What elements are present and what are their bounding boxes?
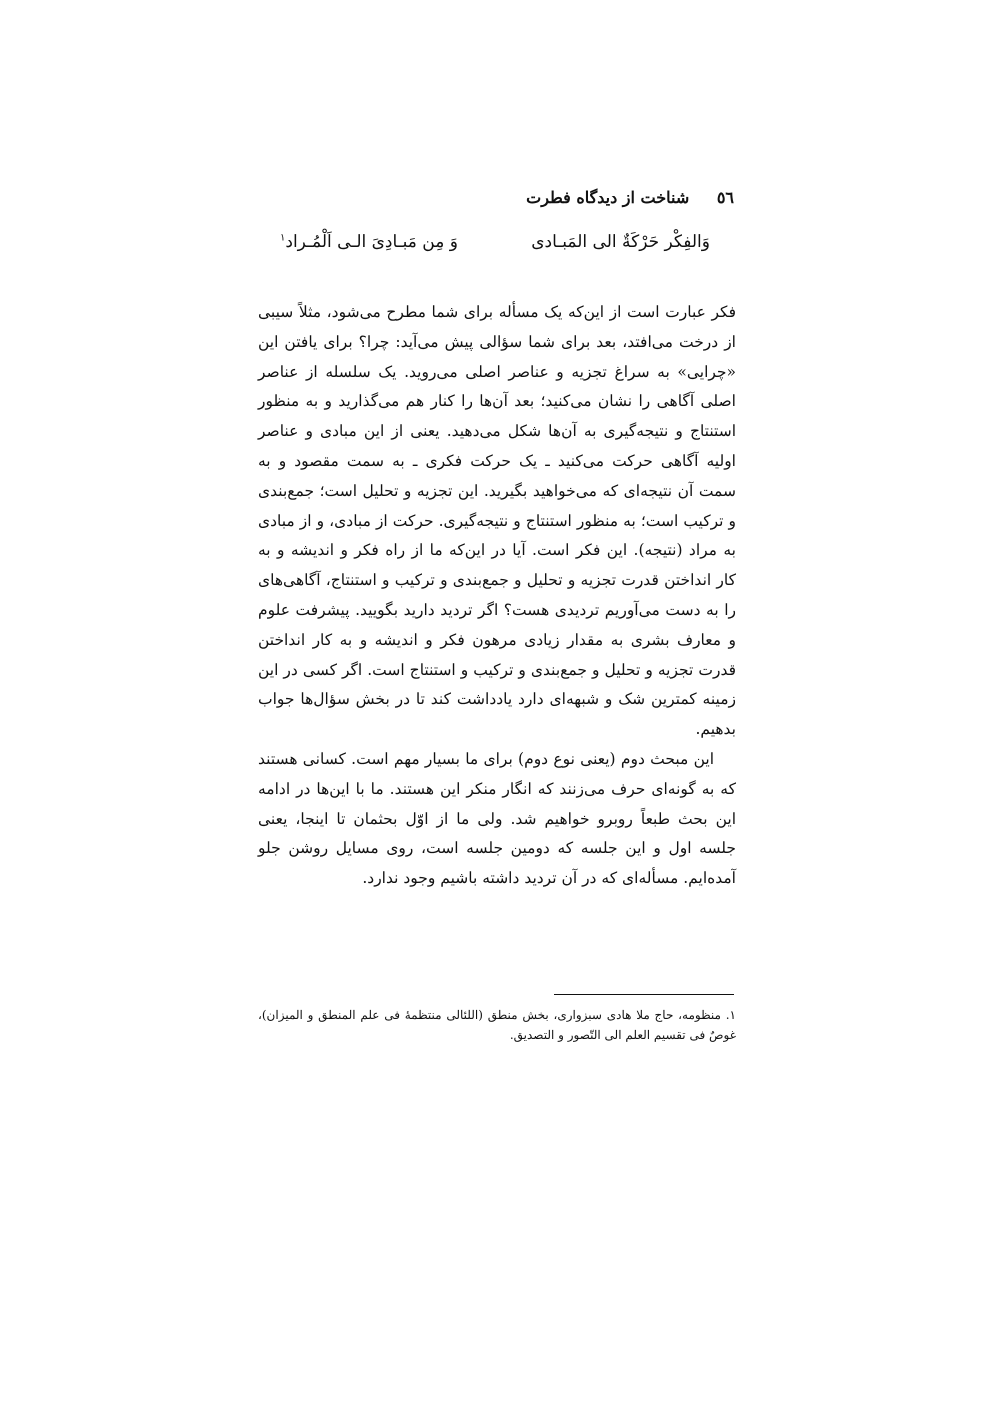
running-header (526, 188, 734, 207)
body-text (258, 298, 736, 894)
footnote: ۱. منظومه، حاج ملا هادی سبزواری، بخش منطق (اللئالی منتظمهٔ فی علم المنطق و المیزان)، غوصٌ فی تقسیم العلم الی التّصور و التصدیق. (258, 1008, 736, 1042)
hemistich-second-text: وَ مِن مَبـادِیَ الـی اَلْمُـراد (285, 232, 458, 252)
page-number: ٥٦ (716, 188, 734, 207)
poem-verse (280, 232, 710, 268)
paragraph-2: این مبحث دوم (یعنی نوع دوم) برای ما بسیار مهم است. کسانی هستند که به گونه‌ای حرف می‌زنند که انگار منکر این هستند. ما با این‌ها در ادامه این بحث طبعاً روبرو خواهیم شد. ولی ما از اوّل بحثمان تا اینجا، یعنی جلسه اول و این جلسه که دومین جلسه است، روی مسایل روشن جلو آمده‌ایم. مسأله‌ای که در آن تردید داشته باشیم وجود ندارد. (258, 749, 736, 888)
hemistich-first-text: وَالفِکْر حَرْکَةٌ الی المَبـادی (531, 232, 710, 252)
chapter-title: شناخت از دیدگاه فطرت (526, 188, 690, 207)
poem-hemistich-second (280, 232, 458, 252)
paragraph-1: فکر عبارت است از این‌که یک مسأله برای شما مطرح می‌شود، مثلاً سیبی از درخت می‌افتد، بعد برای شما سؤالی پیش می‌آید: چرا؟ برای یافتن این «چرایی» به سراغ تجزیه و عناصر اصلی می‌روید. یک سلسله از عناصر اصلی آگاهی را نشان می‌کنید؛ بعد آن‌ها را کنار هم می‌گذارید و به منظور استنتاج و نتیجه‌گیری به آن‌ها شکل می‌دهید. یعنی از این مبادی و عناصر اولیه آگاهی حرکت می‌کنید ـ یک حرکت فکری ـ به سمت مقصود و به سمت آن نتیجه‌ای که می‌خواهید بگیرید. این تجزیه و تحلیل است؛ جمع‌بندی و ترکیب است؛ به منظور استنتاج و نتیجه‌گیری. حرکت از مبادی، و از مبادی به مراد (نتیجه). این فکر است. آیا در این‌که ما از راه فکر و اندیشه و به کار انداختن قدرت تجزیه و تحلیل و جمع‌بندی و ترکیب و استنتاج، آگاهی‌های را به دست می‌آوریم تردیدی هست؟ اگر تردید دارید بگویید. پیشرفت علوم و معارف بشری به مقدار زیادی مرهون فکر و اندیشه و به کار انداختن قدرت تجزیه و تحلیل و جمع‌بندی و ترکیب و استنتاج است. اگر کسی در این زمینه کمترین شک و شبهه‌ای دارد یادداشت کند تا در بخش سؤال‌ها جواب بدهیم. (258, 303, 736, 739)
poem-hemistich-first (531, 232, 710, 252)
footnote-marker[interactable]: ۱ (280, 232, 286, 244)
footnote-divider (554, 994, 734, 995)
